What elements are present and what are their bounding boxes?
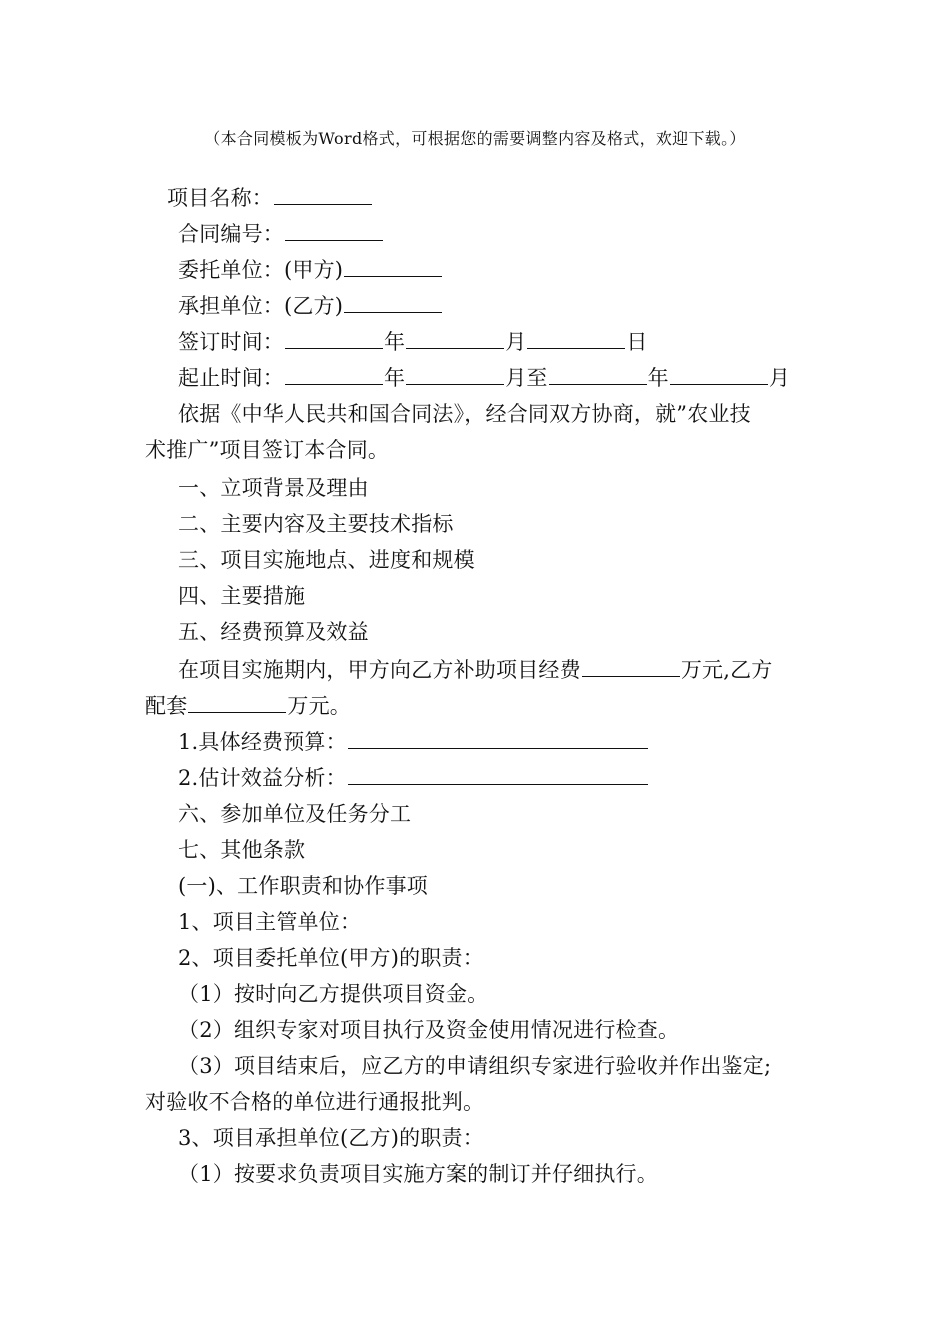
item-2-1: （1）按时向乙方提供项目资金。 xyxy=(178,982,489,1006)
section-2-heading: 二、主要内容及主要技术指标 xyxy=(178,512,454,536)
start-end-time-line xyxy=(178,363,790,393)
section-1-heading: 一、立项背景及理由 xyxy=(178,476,369,500)
end-month-label: 月 xyxy=(768,366,791,390)
sign-year-label: 年 xyxy=(384,330,406,354)
sign-time-line xyxy=(178,327,648,357)
end-year-blank xyxy=(549,364,647,385)
budget-label: 1.具体经费预算： xyxy=(178,730,347,754)
undertaking-unit-blank xyxy=(344,292,442,313)
sign-month-label: 月 xyxy=(505,330,527,354)
start-month-blank xyxy=(406,364,504,385)
funding-text-c: 配套 xyxy=(145,694,188,718)
sign-month-blank xyxy=(406,328,504,349)
section-3-heading: 三、项目实施地点、进度和规模 xyxy=(178,548,475,572)
client-unit-label: 委托单位：(甲方) xyxy=(178,258,344,282)
budget-blank xyxy=(348,728,648,749)
undertaking-unit-line xyxy=(178,291,443,321)
funding-text-b: 万元,乙方 xyxy=(680,658,773,682)
funding-line-1 xyxy=(178,655,773,685)
client-unit-line xyxy=(178,255,443,285)
item-2: 2、项目委托单位(甲方)的职责： xyxy=(178,946,484,970)
sign-day-blank xyxy=(527,328,625,349)
basis-line-1: 依据《中华人民共和国合同法》，经合同双方协商，就”农业技 xyxy=(178,402,751,426)
section-6-heading: 六、参加单位及任务分工 xyxy=(178,802,412,826)
end-year-label: 年 xyxy=(647,366,669,390)
start-year-blank xyxy=(285,364,383,385)
benefit-label: 2.估计效益分析： xyxy=(178,766,347,790)
end-month-blank xyxy=(670,364,768,385)
undertaking-unit-label: 承担单位：(乙方) xyxy=(178,294,344,318)
sign-year-blank xyxy=(285,328,383,349)
sign-day-label: 日 xyxy=(626,330,648,354)
budget-line xyxy=(178,727,649,757)
section-7-heading: 七、其他条款 xyxy=(178,838,306,862)
item-3: 3、项目承担单位(乙方)的职责： xyxy=(178,1126,484,1150)
benefit-blank xyxy=(348,764,648,785)
funding-text-d: 万元。 xyxy=(287,694,352,718)
item-2-3-line-2: 对验收不合格的单位进行通报批判。 xyxy=(145,1090,485,1114)
contract-no-blank xyxy=(285,220,383,241)
section-4-heading: 四、主要措施 xyxy=(178,584,306,608)
start-year-label: 年 xyxy=(384,366,406,390)
contract-no-line xyxy=(178,219,384,249)
item-2-2: （2）组织专家对项目执行及资金使用情况进行检查。 xyxy=(178,1018,680,1042)
project-name-blank xyxy=(274,184,372,205)
template-note: （本合同模板为Word格式，可根据您的需要调整内容及格式，欢迎下载。） xyxy=(204,129,746,148)
sign-time-label: 签订时间： xyxy=(178,330,284,354)
contract-no-label: 合同编号： xyxy=(178,222,284,246)
client-unit-blank xyxy=(344,256,442,277)
start-month-to-label: 月至 xyxy=(505,366,548,390)
item-1: 1、项目主管单位： xyxy=(178,910,362,934)
benefit-line xyxy=(178,763,649,793)
start-end-time-label: 起止时间： xyxy=(178,366,284,390)
funding-amount-blank xyxy=(582,656,680,677)
section-5-heading: 五、经费预算及效益 xyxy=(178,620,369,644)
item-2-3-line-1: （3）项目结束后，应乙方的申请组织专家进行验收并作出鉴定; xyxy=(178,1054,772,1078)
item-3-1: （1）按要求负责项目实施方案的制订并仔细执行。 xyxy=(178,1162,658,1186)
matching-amount-blank xyxy=(188,692,286,713)
funding-text-a: 在项目实施期内，甲方向乙方补助项目经费 xyxy=(178,658,581,682)
project-name-label: 项目名称： xyxy=(167,186,273,210)
funding-line-2 xyxy=(145,691,351,721)
basis-line-2: 术推广”项目签订本合同。 xyxy=(145,438,390,462)
project-name-line xyxy=(167,183,373,213)
subsection-1-heading: (一)、工作职责和协作事项 xyxy=(178,874,428,898)
